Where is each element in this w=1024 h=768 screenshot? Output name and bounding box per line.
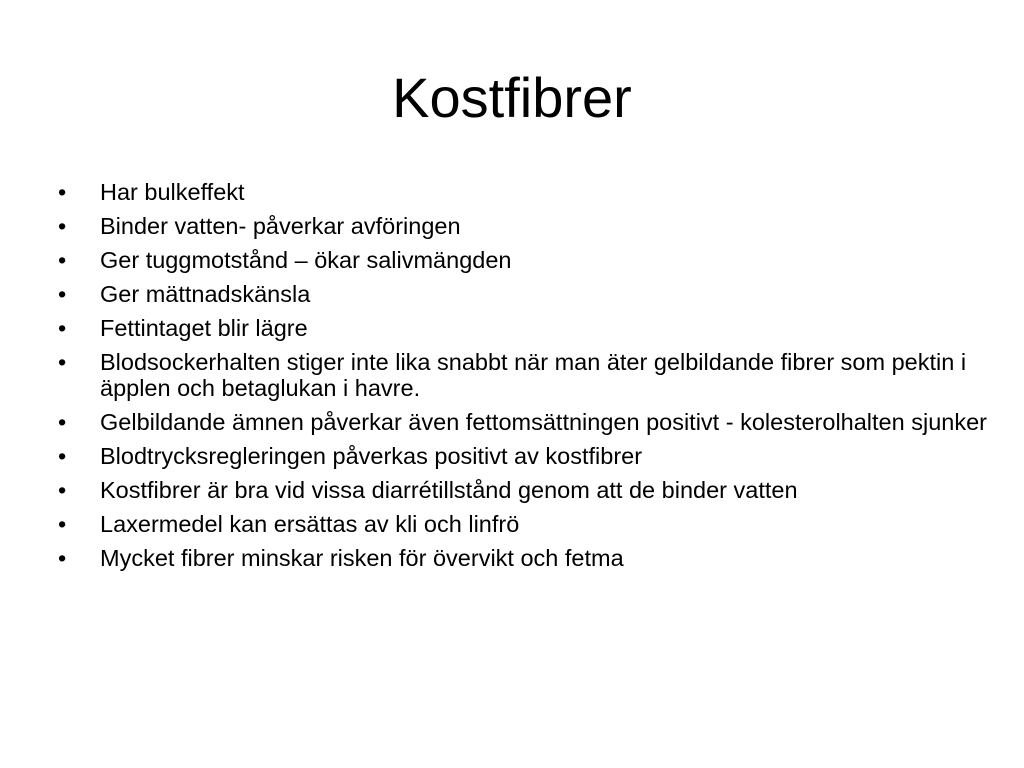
bullet-icon: • — [58, 477, 67, 503]
list-item — [58, 179, 988, 205]
list-item — [58, 315, 988, 341]
list-item-text: Blodsockerhalten stiger inte lika snabbt när man äter gelbildande fibrer som pektin i äpplen och betaglukan i havre. — [100, 349, 967, 401]
list-item-text: Blodtrycksregleringen påverkas positivt av kostfibrer — [100, 443, 643, 469]
bullet-icon: • — [58, 315, 67, 341]
bullet-icon: • — [58, 511, 67, 537]
bullet-icon: • — [58, 443, 67, 469]
list-item — [58, 349, 988, 401]
bullet-icon: • — [58, 213, 67, 239]
list-item — [58, 213, 988, 239]
list-item-text: Ger tuggmotstånd – ökar salivmängden — [100, 247, 512, 273]
list-item — [58, 409, 988, 435]
slide-title: Kostfibrer — [392, 66, 632, 129]
list-item-text: Laxermedel kan ersättas av kli och linfrö — [100, 511, 520, 537]
bullet-list — [58, 179, 988, 579]
bullet-icon: • — [58, 409, 67, 435]
list-item-text: Ger mättnadskänsla — [100, 281, 311, 307]
list-item-text: Fettintaget blir lägre — [100, 315, 308, 341]
list-item-text: Mycket fibrer minskar risken för övervikt och fetma — [100, 545, 624, 571]
list-item-text: Gelbildande ämnen påverkar även fettomsättningen positivt - kolesterolhalten sjunker — [100, 409, 987, 435]
bullet-icon: • — [58, 179, 67, 205]
list-item-text: Har bulkeffekt — [100, 179, 245, 205]
list-item — [58, 545, 988, 571]
list-item-text: Kostfibrer är bra vid vissa diarrétillstånd genom att de binder vatten — [100, 477, 798, 503]
list-item-text: Binder vatten- påverkar avföringen — [100, 213, 461, 239]
list-item — [58, 443, 988, 469]
list-item — [58, 281, 988, 307]
bullet-icon: • — [58, 545, 67, 571]
bullet-icon: • — [58, 281, 67, 307]
list-item — [58, 477, 988, 503]
bullet-icon: • — [58, 349, 67, 375]
bullet-icon: • — [58, 247, 67, 273]
list-item — [58, 247, 988, 273]
list-item — [58, 511, 988, 537]
